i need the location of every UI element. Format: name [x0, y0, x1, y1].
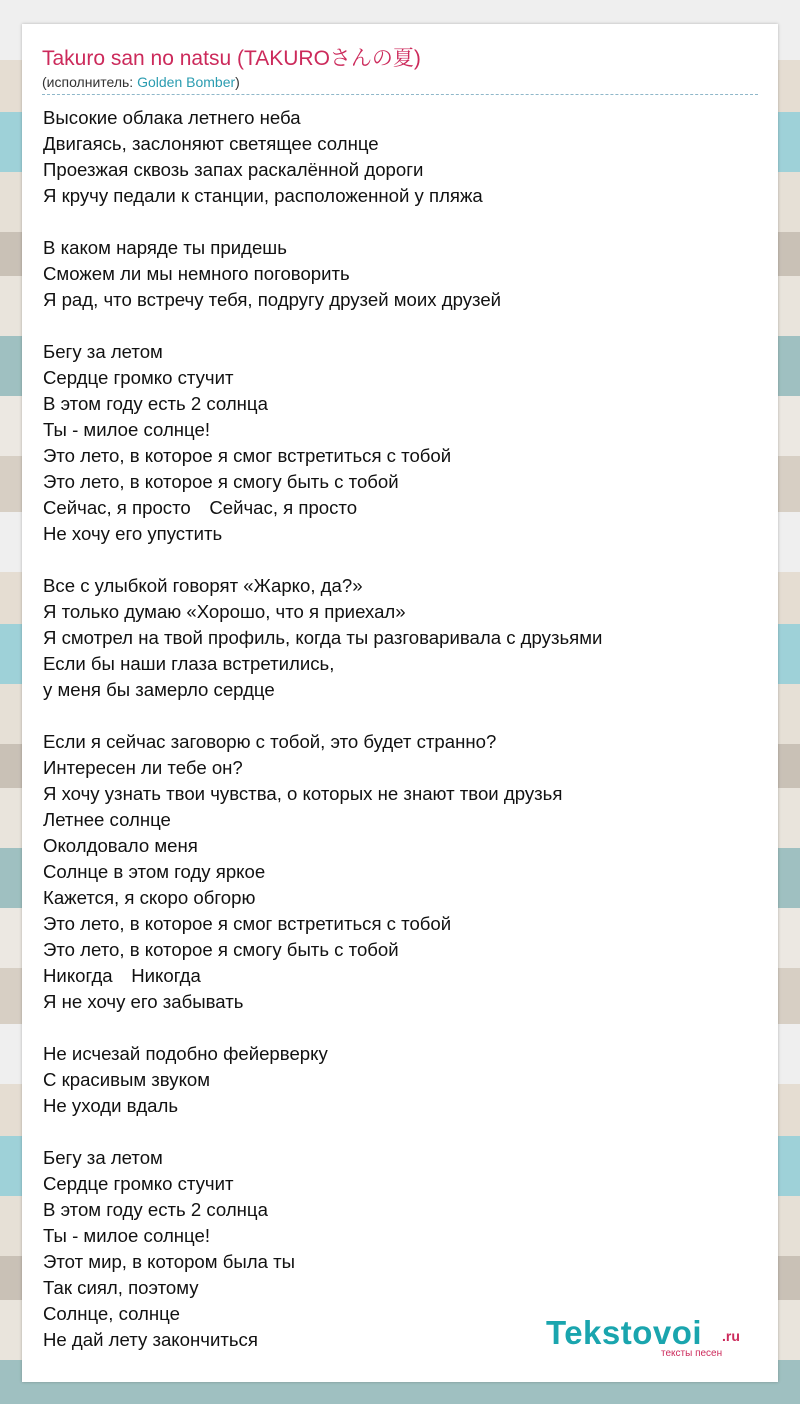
lyric-line: Это лето, в которое я смог встретиться с тобой [43, 445, 452, 466]
lyric-line: Я хочу узнать твои чувства, о которых не знают твои друзья [43, 783, 563, 804]
lyric-line: Не хочу его упустить [43, 523, 223, 544]
artist-line [42, 74, 240, 90]
lyric-line: Бегу за летом [43, 341, 163, 362]
lyric-line: Ты - милое солнце! [43, 419, 211, 440]
lyric-line: Двигаясь, заслоняют светящее солнце [43, 133, 379, 154]
lyric-line: Околдовало меня [43, 835, 198, 856]
lyric-line: Солнце, солнце [43, 1303, 180, 1324]
site-logo[interactable] [546, 1314, 776, 1360]
lyric-line: Этот мир, в котором была ты [43, 1251, 295, 1272]
lyric-line: В каком наряде ты придешь [43, 237, 287, 258]
lyric-line: Все с улыбкой говорят «Жарко, да?» [43, 575, 363, 596]
lyric-line: В этом году есть 2 солнца [43, 1199, 268, 1220]
logo-tagline: тексты песен [661, 1348, 723, 1359]
lyric-line: Бегу за летом [43, 1147, 163, 1168]
lyric-line: Летнее солнце [43, 809, 171, 830]
lyric-line: Кажется, я скоро обгорю [43, 887, 256, 908]
lyric-line: Сейчас, я просто Сейчас, я просто [43, 497, 358, 518]
lyric-line [43, 1119, 758, 1145]
lyric-line: Это лето, в которое я смог встретиться с тобой [43, 913, 452, 934]
lyric-line: Проезжая сквозь запах раскалённой дороги [43, 159, 424, 180]
lyric-line: Высокие облака летнего неба [43, 107, 301, 128]
lyric-line: Не уходи вдаль [43, 1095, 179, 1116]
lyric-line [43, 703, 758, 729]
lyric-line: Если бы наши глаза встретились, [43, 653, 335, 674]
lyric-line: у меня бы замерло сердце [43, 679, 275, 700]
lyric-line: Сердце громко стучит [43, 367, 234, 388]
lyrics-text [43, 105, 758, 1353]
logo-tld: .ru [722, 1328, 740, 1344]
lyric-line: Солнце в этом году яркое [43, 861, 266, 882]
lyric-line: Если я сейчас заговорю с тобой, это будет странно? [43, 731, 497, 752]
lyric-line [43, 1015, 758, 1041]
lyric-line: Интересен ли тебе он? [43, 757, 243, 778]
lyrics-card [22, 24, 778, 1382]
lyric-line [43, 313, 758, 339]
lyric-line [43, 209, 758, 235]
lyric-line: Не дай лету закончиться [43, 1329, 258, 1350]
logo-name: Tekstovoi [546, 1314, 703, 1351]
lyric-line: Я кручу педали к станции, расположенной у пляжа [43, 185, 483, 206]
lyric-line: Я только думаю «Хорошо, что я приехал» [43, 601, 406, 622]
artist-link[interactable]: Golden Bomber [137, 74, 236, 90]
lyric-line: Так сиял, поэтому [43, 1277, 199, 1298]
lyric-line: Никогда Никогда [43, 965, 201, 986]
lyric-line [43, 547, 758, 573]
artist-suffix: ) [235, 74, 240, 90]
lyric-line: Сердце громко стучит [43, 1173, 234, 1194]
lyric-line: С красивым звуком [43, 1069, 211, 1090]
lyric-line: Не исчезай подобно фейерверку [43, 1043, 328, 1064]
lyric-line: Это лето, в которое я смогу быть с тобой [43, 471, 399, 492]
lyric-line: Я смотрел на твой профиль, когда ты разговаривала с друзьями [43, 627, 603, 648]
lyric-line: Ты - милое солнце! [43, 1225, 211, 1246]
lyric-line: Я рад, что встречу тебя, подругу друзей моих друзей [43, 289, 502, 310]
song-title: Takuro san no natsu (TAKUROさんの夏) [42, 47, 421, 70]
lyric-line: Я не хочу его забывать [43, 991, 244, 1012]
lyric-line: Сможем ли мы немного поговорить [43, 263, 350, 284]
lyric-line: Это лето, в которое я смогу быть с тобой [43, 939, 399, 960]
lyric-line: В этом году есть 2 солнца [43, 393, 268, 414]
title-divider [42, 94, 758, 95]
artist-prefix: (исполнитель: [42, 74, 138, 90]
